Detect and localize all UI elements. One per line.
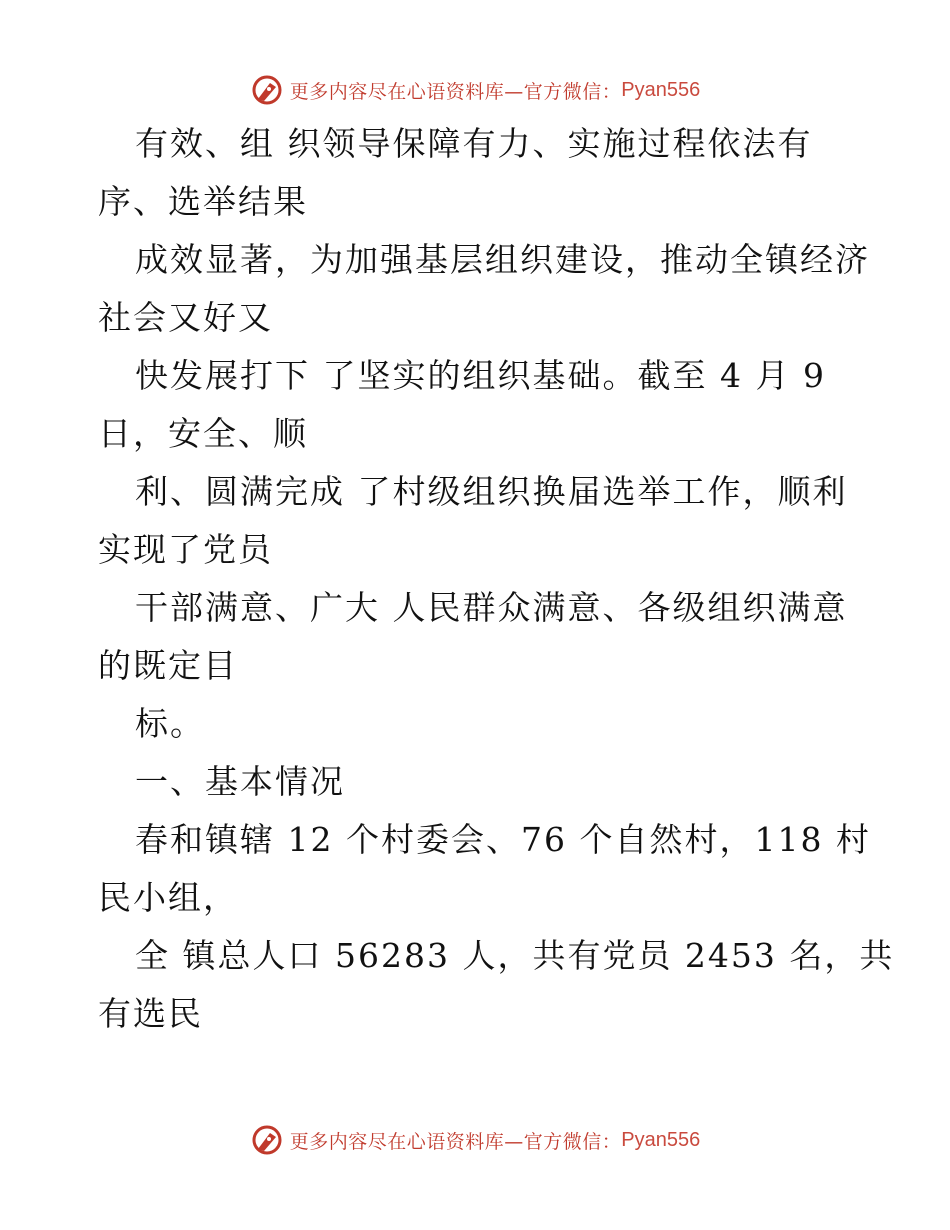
body-line: 全 镇总人口 56283 人，共有党员 2453 名，共 xyxy=(135,936,895,975)
body-line: 的既定目 xyxy=(98,646,238,685)
footer-banner xyxy=(0,1120,950,1160)
body-line: 有效、组 织领导保障有力、实施过程依法有 xyxy=(135,124,813,163)
section-heading: 一、基本情况 xyxy=(135,762,345,801)
header-banner xyxy=(0,70,950,110)
body-line: 日，安全、顺 xyxy=(98,414,308,453)
body-line: 成效显著，为加强基层组织建设，推动全镇经济 xyxy=(135,240,870,279)
pen-nib-icon xyxy=(250,73,284,107)
body-line: 利、圆满完成 了村级组织换届选举工作，顺利 xyxy=(135,472,848,511)
body-line: 标。 xyxy=(135,704,205,743)
body-line: 实现了党员 xyxy=(98,530,273,569)
footer-banner-text: 更多内容尽在心语资料库—官方微信： xyxy=(289,1130,622,1153)
pen-nib-icon xyxy=(250,1123,284,1157)
body-line: 序、选举结果 xyxy=(98,182,308,221)
body-line: 有选民 xyxy=(98,994,203,1033)
body-line: 干部满意、广大 人民群众满意、各级组织满意 xyxy=(135,588,848,627)
body-line: 春和镇辖 12 个村委会、76 个自然村，118 村 xyxy=(135,820,871,859)
header-banner-text: 更多内容尽在心语资料库—官方微信： xyxy=(289,80,622,103)
footer-banner-handle: Pyan556 xyxy=(621,1128,701,1151)
body-line: 快发展打下 了坚实的组织基础。截至 4 月 9 xyxy=(135,356,826,395)
body-line: 民小组， xyxy=(98,878,238,917)
body-line: 社会又好又 xyxy=(98,298,273,337)
header-banner-handle: Pyan556 xyxy=(621,78,701,101)
